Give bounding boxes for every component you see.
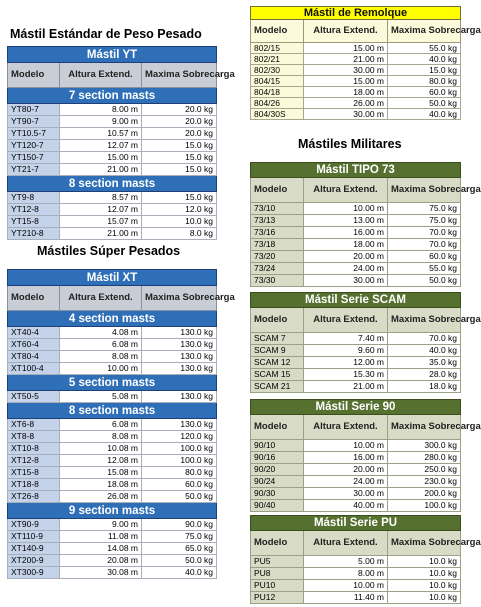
table-title: Mástil Serie SCAM (251, 293, 461, 308)
model-cell: YT21-7 (8, 164, 60, 176)
model-cell: YT9-8 (8, 192, 60, 204)
load-cell: 15.0 kg (142, 164, 217, 176)
table-title: Mástil Serie 90 (251, 400, 461, 415)
model-cell: SCAM 15 (251, 369, 304, 381)
model-cell: 73/10 (251, 203, 304, 215)
table-row (251, 381, 461, 393)
model-cell: XT200-9 (8, 555, 60, 567)
header-height: Altura Extend. (304, 531, 388, 556)
load-cell: 20.0 kg (142, 104, 217, 116)
height-cell: 4.08 m (60, 327, 142, 339)
load-cell: 50.0 kg (388, 275, 461, 287)
table-row (8, 152, 217, 164)
model-cell: 804/30S (251, 109, 304, 120)
load-cell: 40.0 kg (388, 345, 461, 357)
title-super-heavy: Mástiles Súper Pesados (37, 244, 181, 258)
height-cell: 21.00 m (304, 381, 388, 393)
model-cell: SCAM 7 (251, 333, 304, 345)
load-cell: 65.0 kg (142, 543, 217, 555)
load-cell: 75.0 kg (388, 215, 461, 227)
height-cell: 15.30 m (304, 369, 388, 381)
load-cell: 60.0 kg (388, 251, 461, 263)
table-title: Mástil Serie PU (251, 516, 461, 531)
height-cell: 30.00 m (304, 275, 388, 287)
model-cell: 804/18 (251, 87, 304, 98)
model-cell: 90/30 (251, 488, 304, 500)
height-cell: 24.00 m (304, 263, 388, 275)
table-row (8, 204, 217, 216)
table-row (8, 128, 217, 140)
height-cell: 7.40 m (304, 333, 388, 345)
table-row (251, 43, 461, 54)
height-cell: 12.07 m (60, 140, 142, 152)
height-cell: 16.00 m (304, 227, 388, 239)
table-row (251, 251, 461, 263)
height-cell: 11.08 m (60, 531, 142, 543)
table-mast-xt (7, 269, 235, 579)
section-header: 7 section masts (8, 88, 217, 104)
height-cell: 12.00 m (304, 357, 388, 369)
height-cell: 30.08 m (60, 567, 142, 579)
height-cell: 30.00 m (304, 65, 388, 76)
model-cell: PU5 (251, 556, 304, 568)
table-mast-scam (250, 292, 481, 393)
table-title: Mástil TIPO 73 (251, 163, 461, 178)
height-cell: 10.00 m (304, 203, 388, 215)
model-cell: 73/24 (251, 263, 304, 275)
table-row (8, 351, 217, 363)
header-model: Modelo (251, 531, 304, 556)
model-cell: XT10-8 (8, 443, 60, 455)
model-cell: XT60-4 (8, 339, 60, 351)
model-cell: XT300-9 (8, 567, 60, 579)
load-cell: 90.0 kg (142, 519, 217, 531)
height-cell: 9.60 m (304, 345, 388, 357)
table-row (251, 369, 461, 381)
load-cell: 130.0 kg (142, 391, 217, 403)
load-cell: 50.0 kg (388, 98, 461, 109)
model-cell: PU8 (251, 568, 304, 580)
load-cell: 20.0 kg (142, 128, 217, 140)
load-cell: 75.0 kg (388, 203, 461, 215)
header-model: Modelo (8, 63, 60, 88)
load-cell: 120.0 kg (142, 431, 217, 443)
header-height: Altura Extend. (60, 286, 142, 311)
table-row (251, 109, 461, 120)
height-cell: 8.57 m (60, 192, 142, 204)
load-cell: 20.0 kg (142, 116, 217, 128)
model-cell: XT110-9 (8, 531, 60, 543)
model-cell: 804/15 (251, 76, 304, 87)
table-row (251, 98, 461, 109)
table-row (8, 327, 217, 339)
model-cell: 802/30 (251, 65, 304, 76)
header-load: Maxima Sobrecarga (388, 20, 461, 43)
model-cell: YT15-8 (8, 216, 60, 228)
table-row (251, 440, 461, 452)
height-cell: 10.00 m (60, 363, 142, 375)
height-cell: 8.00 m (304, 568, 388, 580)
table-row (251, 476, 461, 488)
load-cell: 50.0 kg (142, 491, 217, 503)
table-row (251, 227, 461, 239)
load-cell: 130.0 kg (142, 363, 217, 375)
header-model: Modelo (8, 286, 60, 311)
height-cell: 12.08 m (60, 455, 142, 467)
model-cell: XT12-8 (8, 455, 60, 467)
header-model: Modelo (251, 415, 304, 440)
height-cell: 6.08 m (60, 419, 142, 431)
load-cell: 10.0 kg (388, 568, 461, 580)
table-mast-serie90 (250, 399, 481, 512)
section-header: 8 section masts (8, 176, 217, 192)
model-cell: 73/18 (251, 239, 304, 251)
load-cell: 80.0 kg (388, 76, 461, 87)
header-height: Altura Extend. (304, 178, 388, 203)
height-cell: 10.00 m (304, 580, 388, 592)
model-cell: 73/20 (251, 251, 304, 263)
model-cell: 73/13 (251, 215, 304, 227)
header-height: Altura Extend. (304, 20, 388, 43)
model-cell: XT15-8 (8, 467, 60, 479)
height-cell: 6.08 m (60, 339, 142, 351)
load-cell: 28.0 kg (388, 369, 461, 381)
model-cell: PU10 (251, 580, 304, 592)
height-cell: 21.00 m (60, 164, 142, 176)
height-cell: 9.00 m (60, 116, 142, 128)
load-cell: 80.0 kg (142, 467, 217, 479)
table-row (251, 263, 461, 275)
table-row (251, 357, 461, 369)
model-cell: 802/21 (251, 54, 304, 65)
model-cell: YT12-8 (8, 204, 60, 216)
table-row (8, 431, 217, 443)
height-cell: 15.00 m (304, 43, 388, 54)
model-cell: XT18-8 (8, 479, 60, 491)
load-cell: 10.0 kg (142, 216, 217, 228)
model-cell: YT210-8 (8, 228, 60, 240)
model-cell: YT90-7 (8, 116, 60, 128)
load-cell: 130.0 kg (142, 419, 217, 431)
header-load: Maxima Sobrecarga (142, 286, 217, 311)
load-cell: 40.0 kg (388, 54, 461, 65)
model-cell: YT150-7 (8, 152, 60, 164)
height-cell: 20.00 m (304, 251, 388, 263)
height-cell: 5.08 m (60, 391, 142, 403)
model-cell: 90/40 (251, 500, 304, 512)
table-row (8, 391, 217, 403)
load-cell: 130.0 kg (142, 351, 217, 363)
load-cell: 70.0 kg (388, 239, 461, 251)
load-cell: 300.0 kg (388, 440, 461, 452)
title-standard-heavy: Mástil Estándar de Peso Pesado (10, 27, 202, 41)
table-row (251, 488, 461, 500)
model-cell: 90/20 (251, 464, 304, 476)
model-cell: XT8-8 (8, 431, 60, 443)
header-load: Maxima Sobrecarga (388, 531, 461, 556)
table-row (251, 556, 461, 568)
load-cell: 35.0 kg (388, 357, 461, 369)
load-cell: 70.0 kg (388, 333, 461, 345)
height-cell: 13.00 m (304, 215, 388, 227)
load-cell: 18.0 kg (388, 381, 461, 393)
table-row (251, 275, 461, 287)
table-row (251, 345, 461, 357)
table-row (8, 116, 217, 128)
load-cell: 15.0 kg (142, 192, 217, 204)
height-cell: 18.00 m (304, 87, 388, 98)
model-cell: SCAM 9 (251, 345, 304, 357)
height-cell: 16.00 m (304, 452, 388, 464)
table-mast-yt (7, 46, 235, 240)
model-cell: 73/16 (251, 227, 304, 239)
load-cell: 10.0 kg (388, 556, 461, 568)
header-load: Maxima Sobrecarga (388, 178, 461, 203)
table-row (251, 65, 461, 76)
table-row (251, 76, 461, 87)
table-row (8, 491, 217, 503)
load-cell: 60.0 kg (142, 479, 217, 491)
model-cell: XT6-8 (8, 419, 60, 431)
table-row (251, 333, 461, 345)
model-cell: 90/10 (251, 440, 304, 452)
table-row (251, 500, 461, 512)
table-row (8, 455, 217, 467)
table-mast-tipo73 (250, 162, 481, 287)
header-height: Altura Extend. (304, 308, 388, 333)
title-military: Mástiles Militares (298, 137, 402, 151)
table-row (8, 555, 217, 567)
section-header: 5 section masts (8, 375, 217, 391)
load-cell: 15.0 kg (142, 152, 217, 164)
table-row (8, 339, 217, 351)
height-cell: 40.00 m (304, 500, 388, 512)
model-cell: YT120-7 (8, 140, 60, 152)
height-cell: 10.08 m (60, 443, 142, 455)
table-mast-pu (250, 515, 481, 604)
height-cell: 15.07 m (60, 216, 142, 228)
height-cell: 5.00 m (304, 556, 388, 568)
height-cell: 21.00 m (60, 228, 142, 240)
load-cell: 100.0 kg (388, 500, 461, 512)
height-cell: 15.00 m (304, 76, 388, 87)
header-load: Maxima Sobrecarga (142, 63, 217, 88)
table-mast-remolque (250, 6, 481, 120)
table-row (8, 140, 217, 152)
load-cell: 75.0 kg (142, 531, 217, 543)
model-cell: XT90-9 (8, 519, 60, 531)
load-cell: 55.0 kg (388, 43, 461, 54)
height-cell: 8.08 m (60, 351, 142, 363)
height-cell: 30.00 m (304, 488, 388, 500)
header-load: Maxima Sobrecarga (388, 308, 461, 333)
load-cell: 100.0 kg (142, 455, 217, 467)
table-row (251, 54, 461, 65)
load-cell: 130.0 kg (142, 339, 217, 351)
section-header: 4 section masts (8, 311, 217, 327)
table-row (8, 228, 217, 240)
load-cell: 10.0 kg (388, 580, 461, 592)
table-row (8, 419, 217, 431)
height-cell: 20.00 m (304, 464, 388, 476)
load-cell: 130.0 kg (142, 327, 217, 339)
height-cell: 20.08 m (60, 555, 142, 567)
model-cell: YT10.5-7 (8, 128, 60, 140)
header-height: Altura Extend. (304, 415, 388, 440)
model-cell: XT50-5 (8, 391, 60, 403)
height-cell: 18.08 m (60, 479, 142, 491)
load-cell: 12.0 kg (142, 204, 217, 216)
table-row (8, 104, 217, 116)
load-cell: 250.0 kg (388, 464, 461, 476)
table-row (251, 592, 461, 604)
table-row (8, 479, 217, 491)
table-row (251, 215, 461, 227)
table-row (251, 87, 461, 98)
height-cell: 14.08 m (60, 543, 142, 555)
table-row (8, 519, 217, 531)
model-cell: 804/26 (251, 98, 304, 109)
model-cell: 802/15 (251, 43, 304, 54)
model-cell: XT26-8 (8, 491, 60, 503)
model-cell: XT40-4 (8, 327, 60, 339)
table-row (8, 164, 217, 176)
table-row (8, 216, 217, 228)
height-cell: 30.00 m (304, 109, 388, 120)
model-cell: PU12 (251, 592, 304, 604)
height-cell: 21.00 m (304, 54, 388, 65)
table-title: Mástil YT (8, 47, 217, 63)
table-row (8, 467, 217, 479)
header-model: Modelo (251, 20, 304, 43)
height-cell: 10.00 m (304, 440, 388, 452)
table-row (251, 203, 461, 215)
load-cell: 230.0 kg (388, 476, 461, 488)
height-cell: 26.08 m (60, 491, 142, 503)
height-cell: 8.08 m (60, 431, 142, 443)
header-height: Altura Extend. (60, 63, 142, 88)
table-row (8, 443, 217, 455)
load-cell: 55.0 kg (388, 263, 461, 275)
load-cell: 50.0 kg (142, 555, 217, 567)
table-row (251, 239, 461, 251)
header-model: Modelo (251, 308, 304, 333)
table-row (251, 568, 461, 580)
table-row (8, 543, 217, 555)
header-load: Maxima Sobrecarga (388, 415, 461, 440)
load-cell: 200.0 kg (388, 488, 461, 500)
table-row (251, 580, 461, 592)
table-row (251, 464, 461, 476)
load-cell: 60.0 kg (388, 87, 461, 98)
model-cell: 90/16 (251, 452, 304, 464)
load-cell: 280.0 kg (388, 452, 461, 464)
load-cell: 8.0 kg (142, 228, 217, 240)
load-cell: 70.0 kg (388, 227, 461, 239)
height-cell: 11.40 m (304, 592, 388, 604)
height-cell: 10.57 m (60, 128, 142, 140)
height-cell: 24.00 m (304, 476, 388, 488)
model-cell: XT80-4 (8, 351, 60, 363)
height-cell: 9.00 m (60, 519, 142, 531)
height-cell: 15.08 m (60, 467, 142, 479)
model-cell: 90/24 (251, 476, 304, 488)
section-header: 9 section masts (8, 503, 217, 519)
table-row (8, 531, 217, 543)
table-row (8, 567, 217, 579)
height-cell: 26.00 m (304, 98, 388, 109)
table-title: Mástil de Remolque (251, 7, 461, 20)
load-cell: 15.0 kg (142, 140, 217, 152)
model-cell: XT140-9 (8, 543, 60, 555)
load-cell: 10.0 kg (388, 592, 461, 604)
model-cell: YT80-7 (8, 104, 60, 116)
height-cell: 15.00 m (60, 152, 142, 164)
height-cell: 12.07 m (60, 204, 142, 216)
model-cell: 73/30 (251, 275, 304, 287)
height-cell: 18.00 m (304, 239, 388, 251)
model-cell: XT100-4 (8, 363, 60, 375)
load-cell: 40.0 kg (142, 567, 217, 579)
table-row (251, 452, 461, 464)
section-header: 8 section masts (8, 403, 217, 419)
header-model: Modelo (251, 178, 304, 203)
model-cell: SCAM 21 (251, 381, 304, 393)
table-row (8, 192, 217, 204)
table-title: Mástil XT (8, 270, 217, 286)
height-cell: 8.00 m (60, 104, 142, 116)
load-cell: 100.0 kg (142, 443, 217, 455)
load-cell: 15.0 kg (388, 65, 461, 76)
model-cell: SCAM 12 (251, 357, 304, 369)
table-row (8, 363, 217, 375)
load-cell: 40.0 kg (388, 109, 461, 120)
